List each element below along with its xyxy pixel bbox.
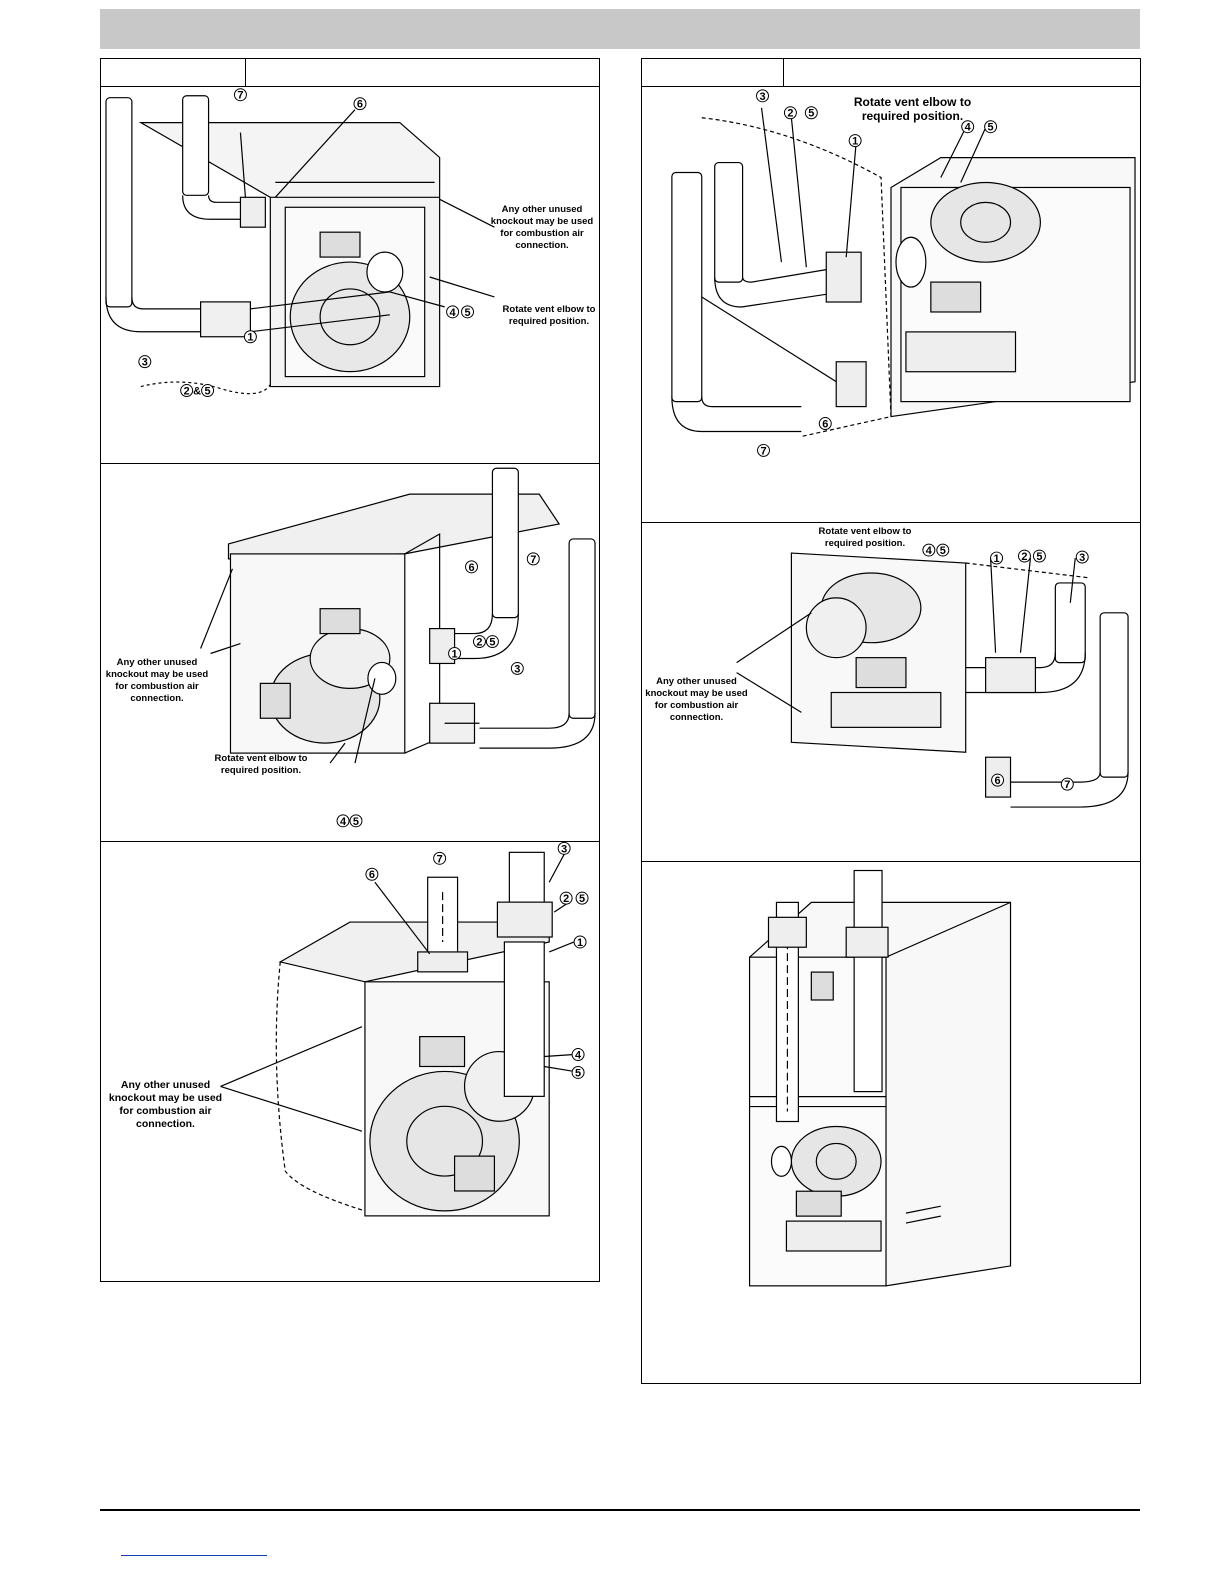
callout-5b: 5	[575, 1067, 582, 1080]
callout-5b: 5	[987, 121, 994, 134]
right-figure-title-cell	[784, 59, 1140, 86]
furnace-drawing-horizontal	[101, 464, 599, 841]
callout-7: 7	[436, 853, 443, 866]
right-figure	[641, 58, 1141, 1384]
callout-1: 1	[852, 135, 859, 148]
right-panel-upflow-left	[642, 87, 1140, 522]
right-figure-caption	[642, 59, 1140, 87]
callout-4: 4	[575, 1049, 582, 1062]
callout-1: 1	[247, 331, 254, 344]
callout-3: 3	[1079, 552, 1086, 565]
callout-7: 7	[1064, 779, 1071, 792]
callout-7: 7	[760, 445, 767, 458]
note-unused-knockout: Any other unused knockout may be used for combustion air connection.	[108, 1079, 223, 1130]
callout-1: 1	[993, 553, 1000, 566]
left-figure-caption	[101, 59, 599, 87]
furnace-drawing-upflow	[101, 87, 599, 463]
callout-5b: 5	[352, 815, 360, 828]
note-unused-knockout: Any other unused knockout may be used for combustion air connection.	[490, 204, 594, 251]
callout-4: 4	[339, 815, 347, 828]
note-rotate-vent-elbow: Rotate vent elbow to required position.	[502, 304, 596, 327]
callout-6: 6	[468, 561, 475, 574]
right-panel-downflow	[642, 861, 1140, 1383]
note-rotate-vent-elbow: Rotate vent elbow to required position.	[818, 526, 912, 549]
callout-2: 2	[183, 385, 190, 398]
callout-6: 6	[356, 98, 364, 111]
furnace-drawing-downflow	[642, 862, 1140, 1383]
callout-3: 3	[561, 843, 568, 856]
callout-2: 2	[787, 107, 794, 120]
left-figure-title-cell	[246, 59, 599, 86]
callout-5b: 5	[464, 306, 471, 319]
note-rotate-vent-elbow: Rotate vent elbow to required position.	[214, 753, 308, 776]
callout-5: 5	[204, 385, 211, 398]
callout-5: 5	[579, 893, 586, 906]
left-panel-upflow	[101, 87, 599, 463]
furnace-drawing-vertical	[101, 842, 599, 1281]
note-rotate-vent-elbow: Rotate vent elbow to required position.	[853, 95, 972, 123]
left-figure	[100, 58, 600, 1282]
callout-4: 4	[964, 121, 971, 134]
callout-4: 4	[925, 545, 932, 558]
footer-link-underline[interactable]	[121, 1555, 267, 1556]
callout-1: 1	[577, 936, 584, 949]
callout-3: 3	[141, 356, 148, 369]
callout-2: 2	[1021, 551, 1028, 564]
callout-5: 5	[489, 636, 496, 649]
callout-5b: 5	[1036, 551, 1043, 564]
callout-1: 1	[451, 648, 458, 661]
callout-2: 2	[563, 893, 570, 906]
note-unused-knockout: Any other unused knockout may be used for combustion air connection.	[105, 657, 209, 704]
callout-3: 3	[514, 663, 521, 676]
callout-6: 6	[368, 869, 375, 882]
left-figure-number-cell	[101, 59, 246, 86]
footer-rule	[100, 1509, 1140, 1511]
callout-4: 4	[449, 306, 456, 319]
callout-3: 3	[759, 90, 766, 103]
note-unused-knockout: Any other unused knockout may be used for combustion air connection.	[645, 676, 748, 723]
section-header-bar	[100, 9, 1140, 49]
callout-5: 5	[939, 545, 946, 558]
callout-7: 7	[530, 553, 537, 566]
right-panel-horizontal-right	[642, 522, 1140, 861]
callout-6: 6	[822, 418, 829, 431]
callout-amp: &	[193, 385, 202, 398]
left-panel-upflow-vertical	[101, 841, 599, 1281]
callout-2: 2	[476, 636, 483, 649]
callout-7: 7	[237, 89, 244, 102]
callout-5: 5	[808, 107, 815, 120]
callout-6: 6	[994, 775, 1001, 788]
furnace-drawing-upflow-left	[642, 87, 1140, 522]
left-panel-horizontal-left	[101, 463, 599, 841]
right-figure-number-cell	[642, 59, 784, 86]
